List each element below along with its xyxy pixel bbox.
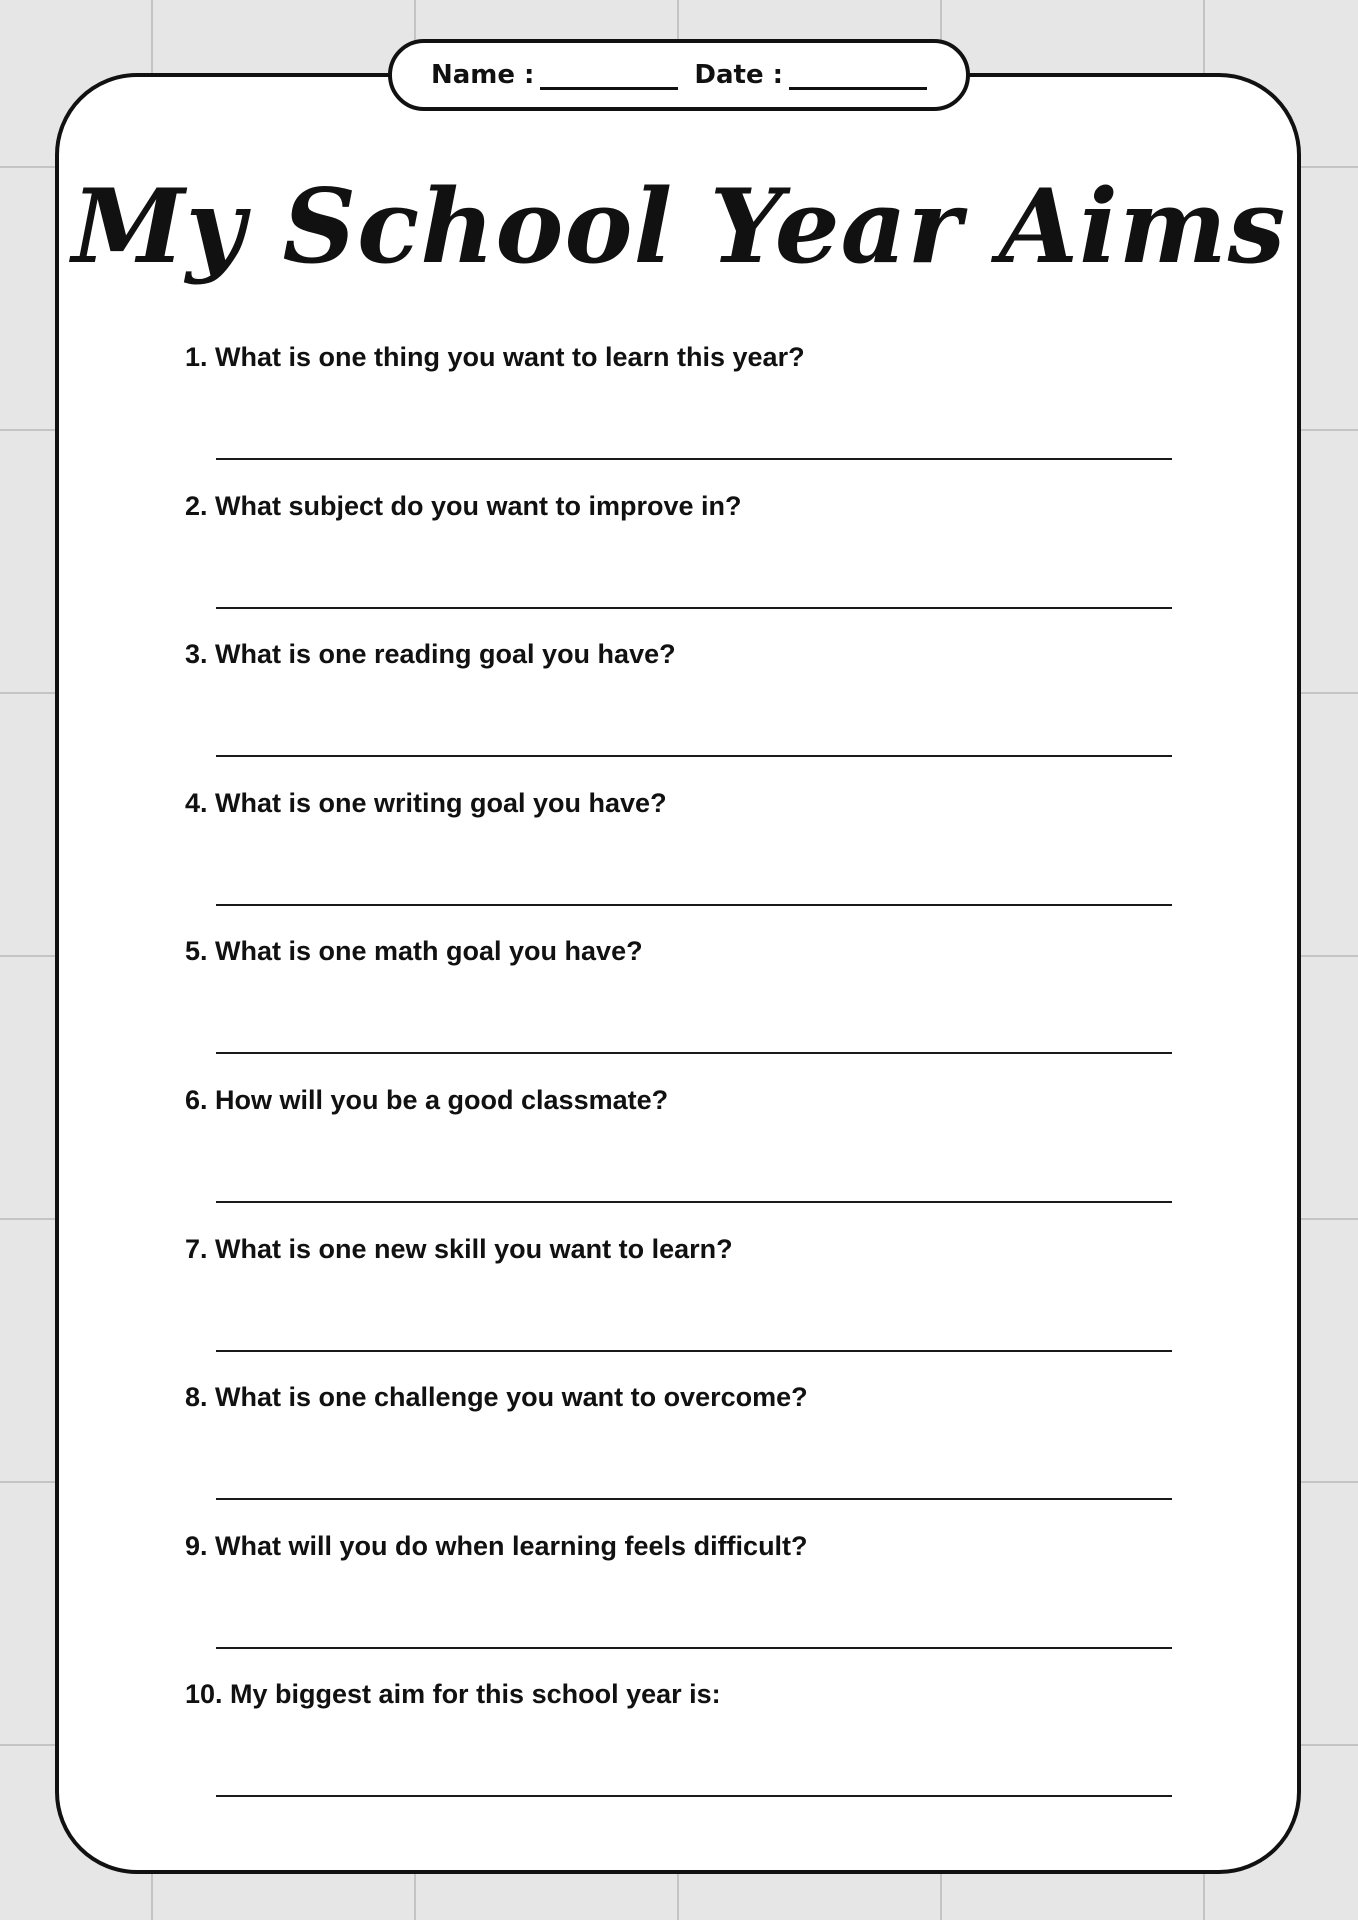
question-item xyxy=(185,340,1170,489)
answer-line[interactable] xyxy=(216,1052,1172,1054)
question-text: 3. What is one reading goal you have? xyxy=(185,639,676,670)
answer-line[interactable] xyxy=(216,607,1172,609)
question-item xyxy=(185,489,1170,638)
name-date-header xyxy=(388,39,970,111)
answer-line[interactable] xyxy=(216,458,1172,460)
question-item xyxy=(185,637,1170,786)
answer-line[interactable] xyxy=(216,1647,1172,1649)
question-text: 1. What is one thing you want to learn this year? xyxy=(185,342,805,372)
worksheet-title: My School Year Aims xyxy=(71,167,1287,287)
answer-line[interactable] xyxy=(216,1795,1172,1797)
question-item xyxy=(185,1083,1170,1232)
question-item xyxy=(185,1529,1170,1678)
date-field xyxy=(694,60,927,90)
name-blank[interactable] xyxy=(540,63,678,90)
question-list xyxy=(185,340,1170,1826)
name-field xyxy=(431,60,678,90)
question-item xyxy=(185,1380,1170,1529)
question-item xyxy=(185,934,1170,1083)
question-text: 7. What is one new skill you want to learn? xyxy=(185,1233,733,1264)
date-label: Date : xyxy=(694,60,784,90)
question-item xyxy=(185,1232,1170,1381)
question-text: 2. What subject do you want to improve in? xyxy=(185,490,742,521)
question-item xyxy=(185,786,1170,935)
answer-line[interactable] xyxy=(216,1201,1172,1203)
question-text: 9. What will you do when learning feels difficult? xyxy=(185,1530,808,1561)
answer-line[interactable] xyxy=(216,1498,1172,1500)
answer-line[interactable] xyxy=(216,755,1172,757)
answer-line[interactable] xyxy=(216,904,1172,906)
question-text: 4. What is one writing goal you have? xyxy=(185,787,667,818)
question-text: 6. How will you be a good classmate? xyxy=(185,1084,669,1115)
question-item xyxy=(185,1677,1170,1826)
question-text: 5. What is one math goal you have? xyxy=(185,936,643,967)
answer-line[interactable] xyxy=(216,1350,1172,1352)
name-label: Name : xyxy=(430,60,535,90)
question-text: 8. What is one challenge you want to overcome? xyxy=(185,1382,808,1413)
date-blank[interactable] xyxy=(789,63,927,90)
question-text: 10. My biggest aim for this school year is: xyxy=(185,1679,721,1710)
